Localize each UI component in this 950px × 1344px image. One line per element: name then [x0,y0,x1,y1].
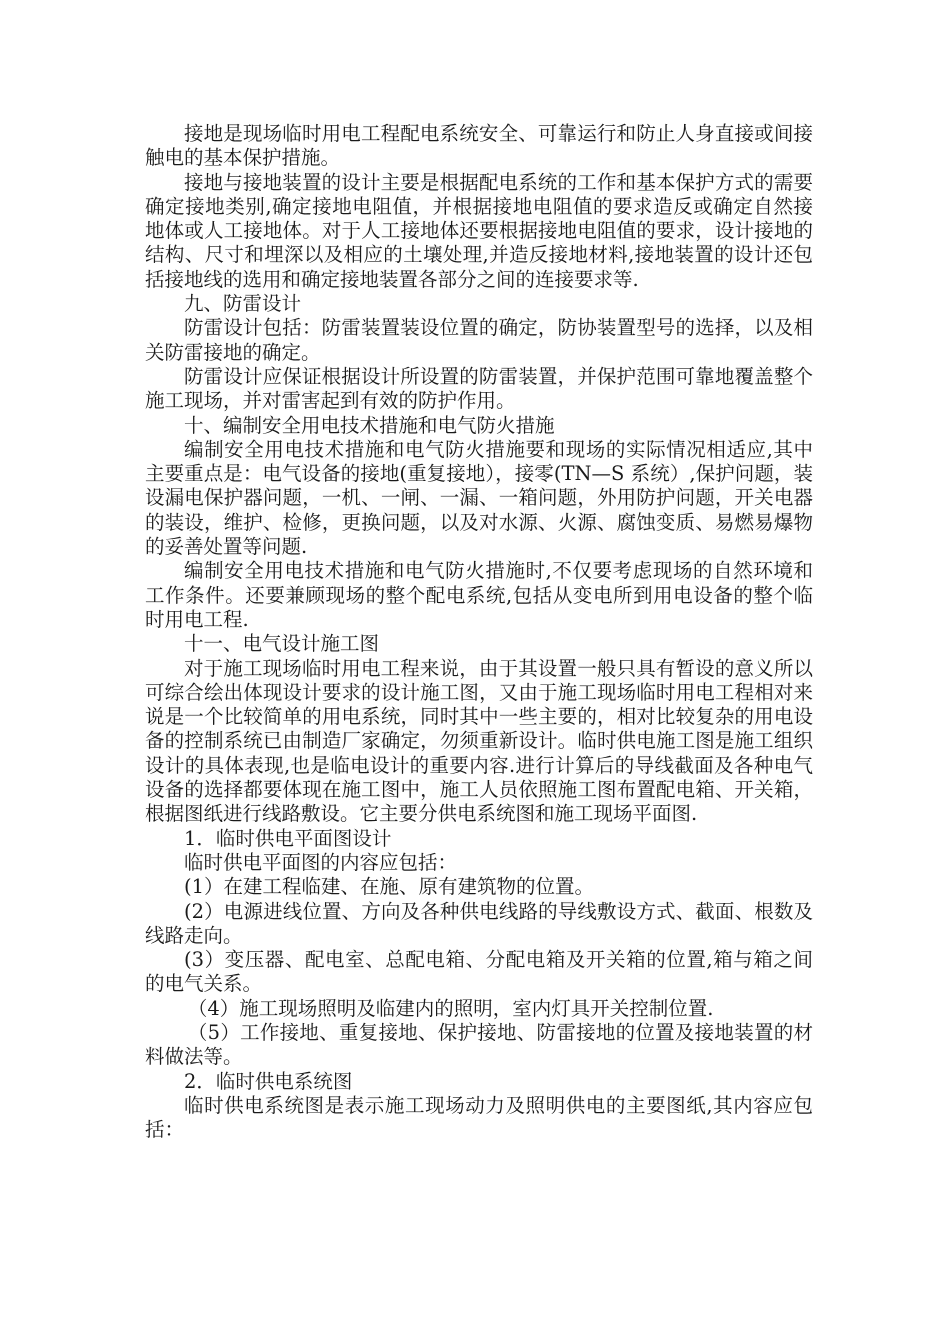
document-body [145,122,813,1142]
list-item: (1）在建工程临建、在施、原有建筑物的位置。 [184,875,595,899]
list-item: （5）工作接地、重复接地、保护接地、防雷接地的位置及接地装置的材料做法等。 [145,1020,813,1069]
paragraph: 编制安全用电技术措施和电气防火措施要和现场的实际情况相适应,其中主要重点是：电气设备的接地(重复接地），接零(TN—S 系统）,保护问题，装设漏电保护器问题，一机、一闸、一漏、一箱问题，外用防护问题，开关电器的装设，维护、检修，更换问题，以及对水源、火源、腐蚀变质、易燃易爆物的妥善处置等问题. [145,437,813,559]
paragraph: 接地是现场临时用电工程配电系统安全、可靠运行和防止人身直接或间接触电的基本保护措施。 [145,122,813,170]
paragraph: 防雷设计应保证根据设计所设置的防雷装置，并保护范围可靠地覆盖整个施工现场，并对雷害起到有效的防护作用。 [145,364,813,413]
list-item: （4）施工现场照明及临建内的照明，室内灯具开关控制位置. [187,996,714,1020]
list-item: (3）变压器、配电室、总配电箱、分配电箱及开关箱的位置,箱与箱之间的电气关系。 [145,948,813,996]
section-heading-lightning-protection: 九、防雷设计 [184,292,302,316]
section-heading-safety-measures: 十、编制安全用电技术措施和电气防火措施 [184,413,555,437]
subsection-heading-system-diagram: 2．临时供电系统图 [184,1069,353,1093]
paragraph: 接地与接地装置的设计主要是根据配电系统的工作和基本保护方式的需要确定接地类别,确定接地电阻值，并根据接地电阻值的要求造反或确定自然接地体或人工接地体。对于人工接地体还要根据接地电阻值的要求，设计接地的结构、尺寸和埋深以及相应的土壤处理,并造反接地材料,接地装置的设计还包括接地线的选用和确定接地装置各部分之间的连接要求等. [145,170,813,291]
paragraph: 临时供电平面图的内容应包括： [184,850,458,874]
paragraph: 临时供电系统图是表示施工现场动力及照明供电的主要图纸,其内容应包括： [145,1093,813,1142]
paragraph: 对于施工现场临时用电工程来说，由于其设置一般只具有暂设的意义所以可综合绘出体现设计要求的设计施工图，又由于施工现场临时用电工程相对来说是一个比较简单的用电系统，同时其中一些主要的，相对比较复杂的用电设备的控制系统已由制造厂家确定，勿须重新设计。临时供电施工图是施工组织设计的具体表现,也是临电设计的重要内容.进行计算后的导线截面及各种电气设备的选择都要体现在施工图中，施工人员依照施工图布置配电箱、开关箱，根据图纸进行线路敷设。它主要分供电系统图和施工现场平面图. [145,656,813,826]
paragraph: 防雷设计包括：防雷装置装设位置的确定，防协装置型号的选择，以及相关防雷接地的确定。 [145,316,813,364]
list-item: (2）电源进线位置、方向及各种供电线路的导线敷设方式、截面、根数及线路走向。 [145,899,813,947]
paragraph: 编制安全用电技术措施和电气防火措施时,不仅要考虑现场的自然环境和工作条件。还要兼顾现场的整个配电系统,包括从变电所到用电设备的整个临时用电工程. [145,559,813,631]
section-heading-construction-drawings: 十一、电气设计施工图 [184,632,380,656]
subsection-heading-floor-plan: 1．临时供电平面图设计 [184,826,392,850]
